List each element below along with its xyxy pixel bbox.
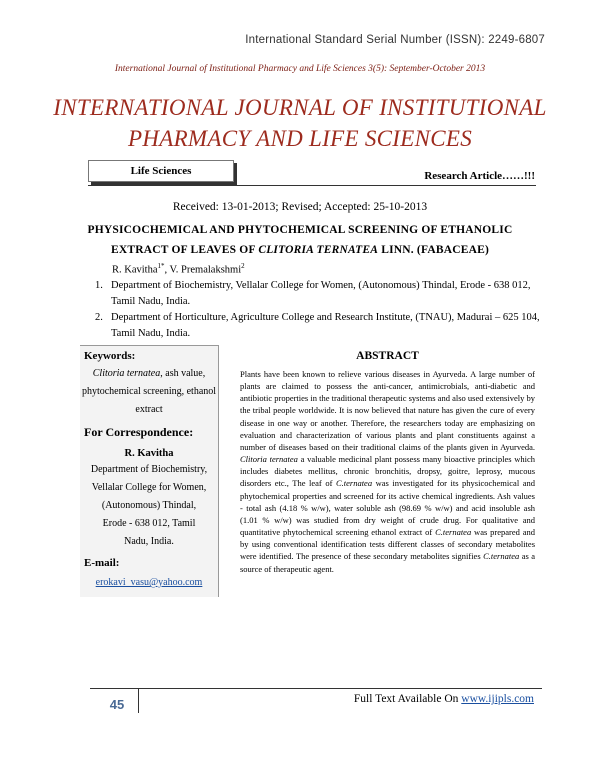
header-divider xyxy=(88,185,536,186)
keyword-species: Clitoria ternatea xyxy=(92,368,161,379)
journal-url-link[interactable]: www.ijipls.com xyxy=(461,693,534,705)
affiliation-text: Department of Biochemistry, Vellalar College for Women, (Autonomous) Thindal, Erode - 638 012, Tamil Nadu, India. xyxy=(111,280,531,307)
affiliation-text: Department of Horticulture, Agriculture College and Research Institute, (TNAU), Madurai – 625 104, Tamil Nadu, India. xyxy=(111,312,540,339)
abstract-italic: C.ternatea xyxy=(435,527,472,538)
keywords-rest: , ash value, phytochemical screening, ethanol extract xyxy=(81,368,217,415)
author-2-affil: 2 xyxy=(241,262,245,270)
abstract-text: as a source of therapeutic agent. xyxy=(240,551,535,574)
paper-title-part: EXTRACT OF LEAVES OF xyxy=(110,244,259,256)
issn-line: International Standard Serial Number (ISSN): 2249-6807 xyxy=(245,34,545,46)
affiliation-1 xyxy=(95,278,542,310)
article-type: Research Article……!!! xyxy=(424,170,535,182)
affiliation-2 xyxy=(95,310,542,342)
paper-title xyxy=(65,220,535,260)
paper-title-line-1: PHYSICOCHEMICAL AND PHYTOCHEMICAL SCREENING OF ETHANOLIC xyxy=(87,224,513,236)
correspondence-name: R. Kavitha xyxy=(124,448,174,459)
correspondence-line: (Autonomous) Thindal, xyxy=(101,500,197,511)
email-heading: E-mail: xyxy=(84,557,120,569)
species-name: CLITORIA TERNATEA xyxy=(258,244,379,256)
full-text-line xyxy=(354,693,534,705)
journal-citation-line: International Journal of Institutional Pharmacy and Life Sciences 3(5): September-October 2013 xyxy=(114,64,486,74)
keywords-heading: Keywords: xyxy=(84,350,136,362)
abstract-text: a valuable medicinal plant possess many bioactive principles which includes diabetes mellitus, chronic bronchitis, dropsy, goitre, leprosy, mucous disorders etc., The leaf of xyxy=(240,454,535,489)
sidebar-top-border xyxy=(80,345,218,346)
received-dates: Received: 13-01-2013; Revised; Accepted: 25-10-2013 xyxy=(172,201,428,213)
abstract-text: Plants have been known to relieve various diseases in Ayurveda. A large number of plants are claimed to possess the anti-cancer, antimicrobials, anti-diabetic and antibiotic properties in the traditional therapeutic systems and also used extensively by the tribal people worldwide. It is now believed that nature has given the cure of every disease in one way or another. Therefore, the researchers today are emphasizing on evaluation and characterization of various plants and plant constituents against a number of diseases based on their traditional claims of the plants given in Ayurveda. xyxy=(240,369,535,452)
correspondence-line: Nadu, India. xyxy=(124,536,174,547)
abstract-body xyxy=(240,368,535,575)
journal-title-line-1: INTERNATIONAL JOURNAL OF INSTITUTIONAL xyxy=(53,95,547,120)
email-link[interactable]: erokavi_vasu@yahoo.com xyxy=(95,577,203,588)
page-number: 45 xyxy=(109,697,125,712)
footer-vertical-divider xyxy=(138,689,139,713)
correspondence-heading: For Correspondence: xyxy=(84,425,194,439)
paper-title-part: LINN. (FABACEAE) xyxy=(378,244,489,256)
author-1: R. Kavitha xyxy=(112,264,158,276)
correspondence-line: Vellalar College for Women, xyxy=(91,482,207,493)
correspondence-affiliation xyxy=(80,461,218,551)
authors xyxy=(112,262,245,276)
keywords-text xyxy=(80,365,218,419)
abstract-italic: C.ternatea xyxy=(335,478,373,489)
abstract-italic: Clitoria ternatea xyxy=(240,454,298,465)
abstract-heading: ABSTRACT xyxy=(356,350,419,362)
journal-title-line-2: PHARMACY AND LIFE SCIENCES xyxy=(127,126,473,151)
abstract-italic: C.ternatea xyxy=(483,551,520,562)
abstract-text: was investigated for its physicochemical and phytochemical properties and screened for its active chemical ingredients. Ash values - total ash (4.18 % w/w), water soluble ash (98.69 % w/w) and acid insoluble ash (1.01 % w/w) was studied from dry weight of crude drug. For qualitative and quantitative phytochemical screening ethanol extract of xyxy=(240,478,536,538)
section-label-box: Life Sciences xyxy=(88,160,234,182)
author-2: , V. Premalakshmi xyxy=(164,264,242,276)
affiliation-number: 2. xyxy=(95,312,103,323)
affiliation-number: 1. xyxy=(95,280,103,291)
journal-title xyxy=(0,92,600,154)
footer-divider xyxy=(90,688,542,689)
full-text-prefix: Full Text Available On xyxy=(353,693,462,705)
correspondence-line: Department of Biochemistry, xyxy=(90,464,208,475)
paper-title-line-2 xyxy=(65,240,535,260)
abstract-text: was prepared and by using conventional identification tests different classes of secondary metabolites were identified. The presence of these secondary metabolites signifies xyxy=(240,527,535,562)
author-1-affil: 1* xyxy=(157,262,165,270)
correspondence-line: Erode - 638 012, Tamil xyxy=(102,518,196,529)
